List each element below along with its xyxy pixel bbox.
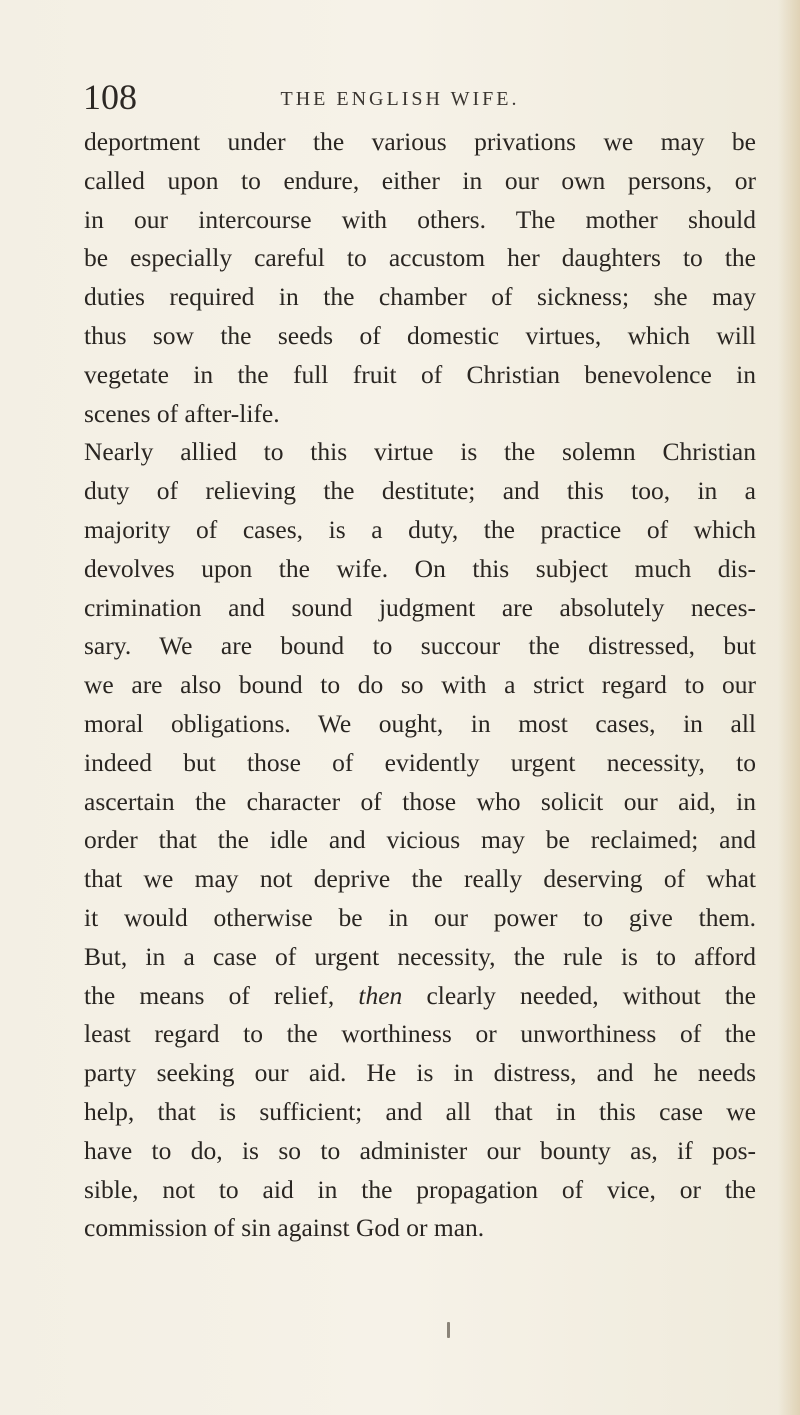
text-line: deportment under the various privations we may be bbox=[84, 127, 756, 156]
text-line: indeed but those of evidently urgent necessity, to bbox=[84, 747, 756, 777]
text-line: sary. We are bound to succour the distressed, but bbox=[84, 631, 756, 661]
text-line: be especially careful to accustom her daughters to the bbox=[84, 243, 756, 273]
text-line: that we may not deprive the really deserving of what bbox=[84, 864, 756, 894]
text-line: majority of cases, is a duty, the practice of which bbox=[84, 514, 756, 544]
text-line: ascertain the character of those who solicit our aid, in bbox=[84, 786, 756, 816]
text-line: order that the idle and vicious may be reclaimed; and bbox=[84, 825, 756, 855]
page-number: 108 bbox=[83, 77, 137, 117]
text-line: called upon to endure, either in our own persons, or bbox=[84, 165, 756, 195]
text-line: party seeking our aid. He is in distress, and he needs bbox=[84, 1058, 756, 1088]
text-line-paragraph-end: scenes of after-life. bbox=[84, 398, 280, 428]
text-line: we are also bound to do so with a strict regard to our bbox=[84, 670, 756, 700]
italic-emphasis: then bbox=[358, 980, 403, 1010]
text-line: duty of relieving the destitute; and this too, in a bbox=[84, 476, 756, 506]
text-line: vegetate in the full fruit of Christian benevolence in bbox=[84, 359, 756, 389]
text-line: it would otherwise be in our power to give them. bbox=[84, 902, 756, 932]
text-line: least regard to the worthiness or unworthiness of the bbox=[84, 1019, 756, 1049]
text-line-paragraph-end: commission of sin against God or man. bbox=[84, 1213, 485, 1243]
text-line: moral obligations. We ought, in most cases, in all bbox=[84, 708, 756, 738]
text-line: devolves upon the wife. On this subject much dis- bbox=[84, 553, 756, 583]
text-line: the means of relief, then clearly needed, without the bbox=[84, 980, 756, 1010]
text-line: thus sow the seeds of domestic virtues, which will bbox=[84, 320, 756, 350]
text-line: duties required in the chamber of sickness; she may bbox=[84, 282, 756, 312]
text-line: crimination and sound judgment are absolutely neces- bbox=[84, 592, 756, 622]
text-line: have to do, is so to administer our bounty as, if pos- bbox=[84, 1135, 756, 1165]
running-title: THE ENGLISH WIFE. bbox=[280, 88, 520, 110]
text-line: help, that is sufficient; and all that in this case we bbox=[84, 1096, 756, 1126]
print-speck bbox=[447, 1322, 450, 1338]
body-text bbox=[84, 123, 756, 1248]
text-line: in our intercourse with others. The mother should bbox=[84, 204, 756, 234]
page-edge-shadow bbox=[778, 0, 800, 1415]
text-line-paragraph-start: Nearly allied to this virtue is the solemn Christian bbox=[84, 437, 756, 467]
text-line: But, in a case of urgent necessity, the rule is to afford bbox=[84, 941, 756, 971]
text-line: sible, not to aid in the propagation of vice, or the bbox=[84, 1174, 756, 1204]
